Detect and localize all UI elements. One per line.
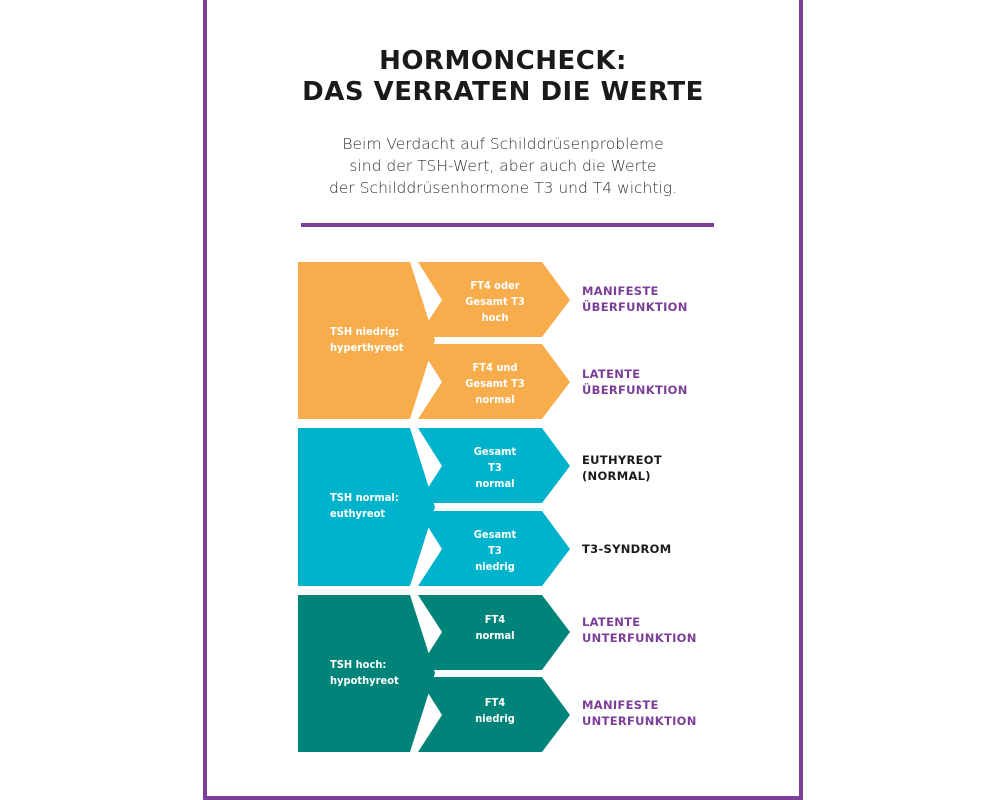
condition-line: FT4 oder: [470, 279, 520, 292]
result-latente-unterfunktion: [582, 614, 782, 646]
title-line-2: DAS VERRATEN DIE WERTE: [302, 77, 704, 107]
condition-line: Gesamt T3: [465, 377, 525, 390]
condition-line: hoch: [481, 311, 509, 324]
condition-line: FT4: [484, 613, 506, 626]
result-latente-ueberfunktion: [582, 366, 782, 398]
group-label-line: euthyreot: [330, 507, 386, 520]
result-manifeste-unterfunktion: [582, 697, 782, 729]
group-label-line: TSH hoch:: [330, 658, 387, 671]
title-line-1: HORMONCHECK:: [379, 46, 627, 76]
result-line: (NORMAL): [582, 469, 651, 483]
condition-line: T3: [488, 544, 502, 557]
intro-line-3: der Schilddrüsenhormone T3 und T4 wichtig.: [329, 179, 677, 197]
condition-line: normal: [475, 393, 515, 406]
group-label-line: TSH normal:: [330, 491, 399, 504]
condition-label-1: [445, 278, 545, 326]
condition-line: Gesamt T3: [465, 295, 525, 308]
group-label-euthyreot: [330, 490, 440, 522]
condition-line: normal: [475, 477, 515, 490]
result-line: MANIFESTE: [582, 698, 659, 712]
condition-line: T3: [488, 461, 502, 474]
condition-line: niedrig: [475, 712, 515, 725]
intro-line-2: sind der TSH-Wert, aber auch die Werte: [349, 157, 657, 175]
condition-label-3: [445, 444, 545, 492]
condition-line: normal: [475, 629, 515, 642]
result-line: EUTHYREOT: [582, 453, 663, 467]
group-label-hypothyreot: [330, 657, 440, 689]
result-t3-syndrom: [582, 541, 782, 557]
result-manifeste-ueberfunktion: [582, 283, 782, 315]
condition-line: Gesamt: [473, 528, 517, 541]
group-label-line: TSH niedrig:: [330, 325, 400, 338]
result-line: T3-SYNDROM: [582, 542, 672, 556]
condition-label-2: [445, 360, 545, 408]
result-euthyreot: [582, 452, 782, 484]
result-line: UNTERFUNKTION: [582, 631, 697, 645]
result-line: MANIFESTE: [582, 284, 659, 298]
result-line: UNTERFUNKTION: [582, 714, 697, 728]
condition-line: Gesamt: [473, 445, 517, 458]
result-line: LATENTE: [582, 615, 641, 629]
condition-label-4: [445, 527, 545, 575]
condition-label-6: [445, 695, 545, 727]
result-line: LATENTE: [582, 367, 641, 381]
condition-line: FT4: [484, 696, 506, 709]
condition-label-5: [445, 612, 545, 644]
result-line: ÜBERFUNKTION: [582, 383, 688, 397]
intro-line-1: Beim Verdacht auf Schilddrüsenprobleme: [342, 135, 664, 153]
result-line: ÜBERFUNKTION: [582, 300, 688, 314]
group-label-hyperthyreot: [330, 324, 440, 356]
group-label-line: hyperthyreot: [330, 341, 404, 354]
group-label-line: hypothyreot: [330, 674, 399, 687]
condition-line: niedrig: [475, 560, 515, 573]
condition-line: FT4 und: [472, 361, 518, 374]
